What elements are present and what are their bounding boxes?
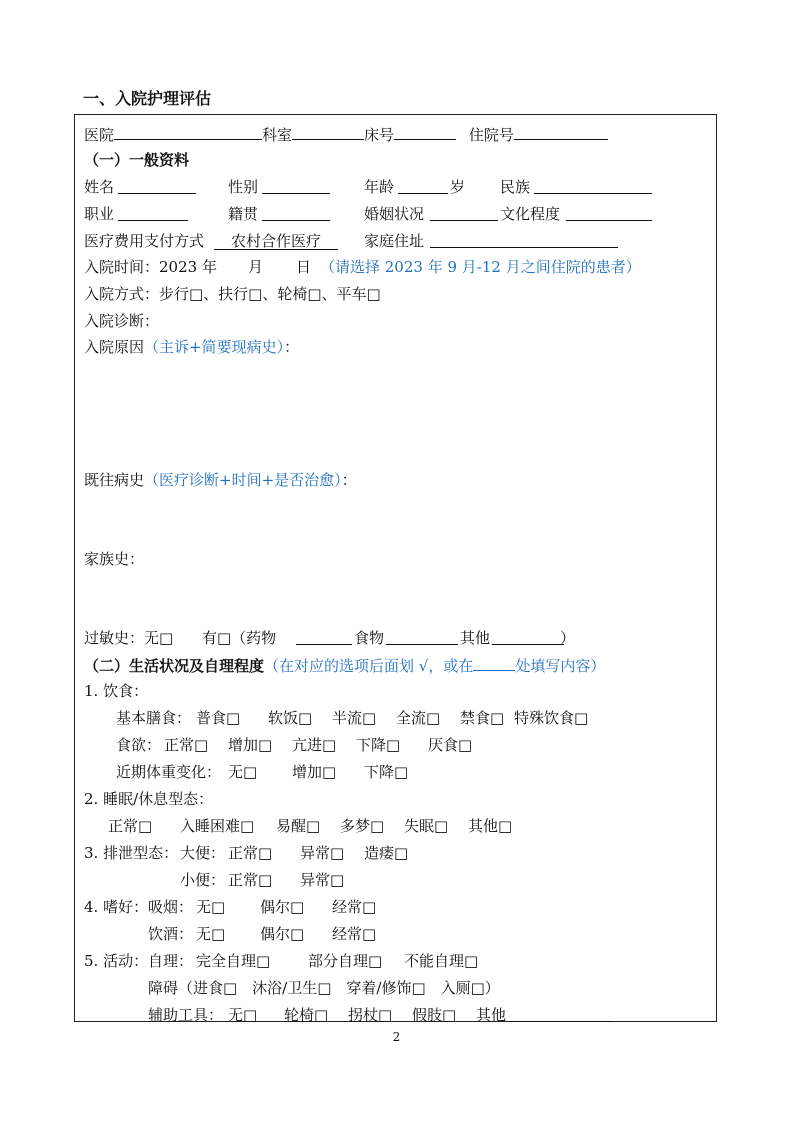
history-note: （医疗诊断+时间+是否治愈） [144,471,342,489]
allergy-drug-field[interactable] [296,629,352,645]
smoke-opt[interactable]: 偶尔□ [260,898,305,916]
diet-title: 1. 饮食： [84,682,149,700]
stool-opt[interactable]: 正常□ [228,844,273,862]
admission-no-label: 住院号 [468,126,514,144]
address-label: 家庭住址 [364,232,425,250]
obstacle-text[interactable]: 障碍（进食□ 沐浴/卫生□ 穿着/修饰□ 入厕□） [148,979,500,997]
payment-label: 医疗费用支付方式 [84,232,205,250]
weight-row [84,763,704,781]
appetite-opt[interactable]: 厌食□ [428,736,473,754]
day-label: 日 [296,258,312,276]
weight-opt[interactable]: 增加□ [292,763,337,781]
admit-reason-row [84,338,299,356]
native-label: 籍贯 [228,205,259,223]
month-label: 月 [248,258,264,276]
living-title: （二）生活状况及自理程度 [84,657,265,675]
sleep-opt[interactable]: 易醒□ [276,817,321,835]
ethnicity-field[interactable] [534,178,652,194]
urine-row [84,871,704,889]
urine-label: 小便： [180,871,226,889]
aid-opt[interactable]: 轮椅□ [284,1006,329,1024]
allergy-other-label: 其他 [460,629,491,647]
hospital-field[interactable] [114,124,262,140]
aid-row [84,1006,704,1024]
appetite-opt[interactable]: 下降□ [356,736,401,754]
diet-basic-opt[interactable]: 软饭□ [268,709,313,727]
general-info-title: （一）一般资料 [84,151,190,169]
weight-label: 近期体重变化： [116,763,222,781]
weight-opt[interactable]: 下降□ [364,763,409,781]
sleep-opt[interactable]: 入睡困难□ [180,817,255,835]
admission-no-field[interactable] [514,124,608,140]
age-unit: 岁 [450,178,466,196]
payment-value[interactable]: 农村合作医疗 [214,232,338,250]
smoke-row [84,898,704,916]
hospital-label: 医院 [84,126,115,144]
occupation-row [84,205,704,223]
aid-opt[interactable]: 假肢□ [412,1006,457,1024]
aid-other-label: 其他 [476,1006,507,1024]
dept-field[interactable] [292,124,364,140]
history-row [84,471,357,489]
native-field[interactable] [262,205,330,221]
smoke-label: 吸烟： [148,898,194,916]
history-label: 既往病史 [84,471,145,489]
admit-time-note: （请选择 2023 年 9 月-12 月之间住院的患者） [320,258,641,276]
sleep-opt[interactable]: 失眠□ [404,817,449,835]
stool-opt[interactable]: 造瘘□ [364,844,409,862]
appetite-label: 食欲： [116,736,162,754]
self-care-row [84,952,704,970]
sex-field[interactable] [262,178,330,194]
allergy-other-field[interactable] [492,629,564,645]
drink-opt[interactable]: 偶尔□ [260,925,305,943]
name-field[interactable] [118,178,196,194]
dept-label: 科室 [262,126,293,144]
reason-label: 入院原因 [84,338,145,356]
diet-basic-row [84,709,704,727]
obstacle-row [84,979,704,997]
name-row [84,178,704,196]
urine-opt[interactable]: 异常□ [300,871,345,889]
habits-title: 4. 嗜好： [84,898,149,916]
self-care-opt[interactable]: 不能自理□ [404,952,479,970]
sex-label: 性别 [228,178,259,196]
allergy-close: ） [560,629,576,647]
aid-other-field[interactable] [508,1006,612,1022]
bed-field[interactable] [394,124,456,140]
allergy-food-field[interactable] [386,629,458,645]
living-note-blank [473,655,515,671]
drink-row [84,925,704,943]
living-note-pre: （在对应的选项后面划 √，或在 [264,657,474,675]
smoke-opt[interactable]: 无□ [196,898,226,916]
marital-field[interactable] [430,205,498,221]
diet-basic-opt[interactable]: 全流□ [396,709,441,727]
diet-basic-opt[interactable]: 普食□ [196,709,241,727]
sleep-opt[interactable]: 多梦□ [340,817,385,835]
admit-time-label: 入院时间：2023 年 [84,258,217,276]
drink-label: 饮酒： [148,925,194,943]
section-title: 一、入院护理评估 [83,89,212,108]
occupation-label: 职业 [84,205,115,223]
name-label: 姓名 [84,178,115,196]
excretion-title: 3. 排泄型态： [84,844,179,862]
reason-note: （主诉+简要现病史） [144,338,285,356]
stool-row [84,844,704,862]
allergy-food-label: 食物 [354,629,385,647]
diet-basic-label: 基本膳食： [116,709,192,727]
aid-opt[interactable]: 无□ [228,1006,258,1024]
admit-time-row [84,258,704,276]
aid-label: 辅助工具： [148,1006,224,1024]
sleep-title: 2. 睡眠/休息型态： [84,790,214,808]
ethnicity-label: 民族 [500,178,531,196]
activity-title: 5. 活动： [84,952,149,970]
stool-label: 大便： [180,844,226,862]
address-field[interactable] [430,232,618,248]
admit-method: 入院方式：步行□、扶行□、轮椅□、平车□ [84,285,381,303]
self-care-opt[interactable]: 完全自理□ [196,952,271,970]
living-note-post: 处填写内容） [515,657,606,675]
appetite-row [84,736,704,754]
diet-basic-opt[interactable]: 禁食□ [460,709,505,727]
diet-basic-opt[interactable]: 特殊饮食□ [514,709,589,727]
sleep-opt[interactable]: 其他□ [468,817,513,835]
smoke-opt[interactable]: 经常□ [332,898,377,916]
drink-opt[interactable]: 经常□ [332,925,377,943]
aid-opt[interactable]: 拐杖□ [348,1006,393,1024]
appetite-opt[interactable]: 增加□ [228,736,273,754]
occupation-field[interactable] [118,205,188,221]
age-field[interactable] [398,178,448,194]
drink-opt[interactable]: 无□ [196,925,226,943]
appetite-opt[interactable]: 亢进□ [292,736,337,754]
age-label: 年龄 [364,178,395,196]
sleep-row [84,817,704,835]
diet-basic-opt[interactable]: 半流□ [332,709,377,727]
education-label: 文化程度 [500,205,561,223]
allergy-row [84,629,704,647]
self-care-opt[interactable]: 部分自理□ [308,952,383,970]
appetite-opt[interactable]: 正常□ [164,736,209,754]
bed-label: 床号 [364,126,395,144]
page-number: 2 [392,1030,401,1044]
reason-colon: ： [284,338,300,356]
self-care-label: 自理： [148,952,194,970]
stool-opt[interactable]: 异常□ [300,844,345,862]
header-row [84,124,608,144]
sleep-opt[interactable]: 正常□ [108,817,153,835]
weight-opt[interactable]: 无□ [228,763,258,781]
admit-diagnosis: 入院诊断： [84,312,160,330]
urine-opt[interactable]: 正常□ [228,871,273,889]
history-colon: ： [341,471,357,489]
education-field[interactable] [566,205,652,221]
marital-label: 婚姻状况 [364,205,425,223]
allergy-none[interactable]: 过敏史：无□ [84,629,174,647]
allergy-yes[interactable]: 有□（药物 [202,629,277,647]
living-title-row [84,655,605,675]
payment-row [84,232,704,250]
family-history: 家族史： [84,550,145,568]
